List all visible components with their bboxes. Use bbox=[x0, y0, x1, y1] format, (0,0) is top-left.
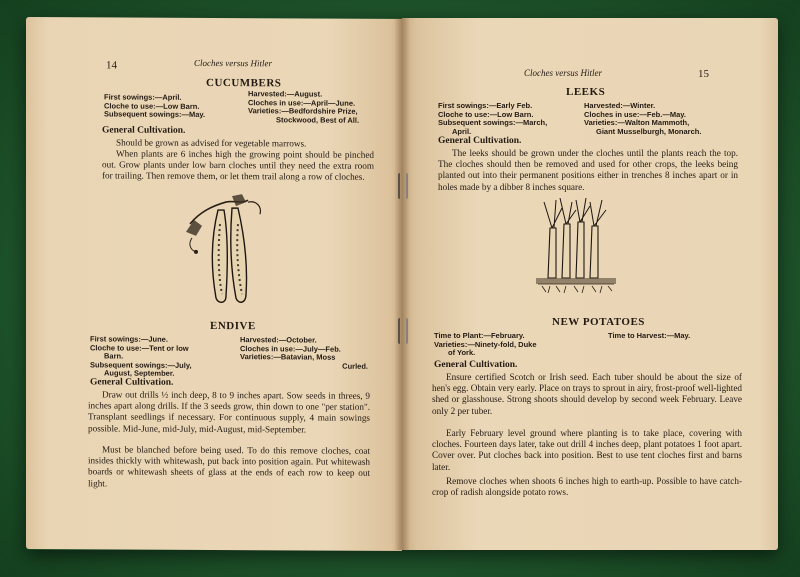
left-page bbox=[26, 17, 402, 551]
cucumbers-harvest-info bbox=[248, 90, 376, 125]
book-gutter bbox=[394, 18, 410, 550]
section-title-new-potatoes: NEW POTATOES bbox=[552, 316, 645, 328]
time-to-harvest: Time to Harvest:—May. bbox=[608, 331, 691, 340]
potatoes-paragraph-1: Ensure certified Scotch or Irish seed. Each tuber should be about the size of hen's egg. Obtain very early. Place on trays to sprout in airy, frost-proof well-lighted shed or glasshouse. Strong shoots should develop by second week February. Leave only 2 per tuber. bbox=[432, 372, 742, 416]
cloche-to-use: Cloche to use:—Low Barn. bbox=[104, 101, 200, 111]
endive-harvest-info bbox=[240, 336, 380, 371]
first-sowings: First sowings:—April. bbox=[104, 92, 182, 102]
leeks-sowing-info bbox=[438, 102, 586, 136]
cucumber-illustration bbox=[182, 194, 272, 306]
varieties: Varieties:—Walton Mammoth, bbox=[584, 118, 690, 128]
subsequent-sowings: Subsequent sowings:—July, bbox=[90, 360, 192, 370]
cloche-to-use: Cloche to use:—Low Barn. bbox=[438, 109, 534, 119]
staple-top bbox=[398, 173, 408, 199]
cloches-in-use: Cloches in use:—April—June. bbox=[248, 97, 356, 108]
cloches-in-use: Cloches in use:—Feb.—May. bbox=[584, 109, 686, 119]
subsequent-sowings-continued: April. bbox=[452, 126, 472, 136]
cucumbers-paragraph-1: Should be grown as advised for vegetable marrows. bbox=[116, 137, 307, 149]
section-title-endive: ENDIVE bbox=[210, 319, 256, 333]
page-number: 15 bbox=[698, 68, 709, 80]
leeks-harvest-info bbox=[584, 102, 724, 136]
running-head: Cloches versus Hitler bbox=[524, 68, 602, 78]
leeks-paragraph-1: The leeks should be grown under the cloches until the plants reach the top. The cloches should then be removed and used for other crops, the leeks being planted out into their permanent positions either in trenches 8 inches apart or in holes made by a dibber 8 inches square. bbox=[438, 148, 738, 192]
endive-sowing-info bbox=[90, 335, 240, 379]
general-cultivation-heading: General Cultivation. bbox=[102, 125, 186, 136]
staple-bottom bbox=[398, 318, 408, 344]
cloche-to-use: Cloche to use:—Tent or low bbox=[90, 342, 189, 353]
running-head: Cloches versus Hitler bbox=[194, 57, 272, 69]
open-booklet bbox=[26, 18, 778, 550]
general-cultivation-heading: General Cultivation. bbox=[438, 136, 522, 146]
varieties: Varieties:—Batavian, Moss bbox=[240, 352, 336, 362]
right-page bbox=[402, 18, 778, 550]
endive-paragraph-1: Draw out drills ½ inch deep, 8 to 9 inches apart. Sow seeds in threes, 9 inches apart along drills. If the 3 seeds grow, thin down to one "per station". Transplant seedlings if necessary. For continuous supply, 4 main sowings possible. Mid-June, mid-July, mid-August, mid-September. bbox=[88, 389, 370, 435]
first-sowings: First sowings:—June. bbox=[90, 334, 168, 344]
subsequent-sowings: Subsequent sowings:—May. bbox=[104, 109, 206, 120]
subsequent-sowings-continued: August, September. bbox=[104, 368, 175, 379]
varieties-continued: of York. bbox=[448, 348, 476, 358]
harvested: Harvested:—August. bbox=[248, 89, 323, 99]
potatoes-harvest-info bbox=[608, 332, 728, 341]
cucumbers-paragraph-2: When plants are 6 inches high the growing point should be pinched out. Grow plants under low barn cloches until they need the extra room for trailing. Then remove them, or let them trail along a row of cloches. bbox=[102, 148, 374, 183]
subsequent-sowings: Subsequent sowings:—March, bbox=[438, 118, 548, 128]
general-cultivation-heading: General Cultivation. bbox=[90, 377, 174, 388]
varieties: Varieties:—Ninety-fold, Duke bbox=[434, 339, 537, 349]
endive-paragraph-2: Must be blanched before being used. To do this remove cloches, coat insides thickly with whitewash, put back into position again. Put whitewash boards or whitewash sheets of glass at the ends of each row to keep out light. bbox=[88, 444, 370, 489]
potatoes-paragraph-3: Remove cloches when shoots 6 inches high to earth-up. Possible to have catch-crop of radish alongside potato rows. bbox=[432, 476, 742, 498]
varieties-continued: Stockwood, Best of All. bbox=[276, 115, 360, 125]
cloches-in-use: Cloches in use:—July—Feb. bbox=[240, 343, 341, 354]
leek-illustration bbox=[536, 198, 616, 294]
potatoes-planting-info bbox=[434, 332, 584, 358]
general-cultivation-heading: General Cultivation. bbox=[434, 360, 518, 370]
cloche-to-use-continued: Barn. bbox=[104, 351, 124, 361]
first-sowings: First sowings:—Early Feb. bbox=[438, 101, 533, 110]
time-to-plant: Time to Plant:—February. bbox=[434, 331, 525, 340]
section-title-cucumbers: CUCUMBERS bbox=[206, 76, 282, 90]
harvested: Harvested:—Winter. bbox=[584, 101, 656, 110]
varieties-continued: Giant Musselburgh, Monarch. bbox=[596, 126, 702, 136]
potatoes-paragraph-2: Early February level ground where planting is to take place, covering with cloches. Fourteen days later, take out drill 4 inches deep, plant potatoes 1 foot apart. Cover over. Put cloches back into position. Best to use tent cloches first and barns later. bbox=[432, 428, 742, 472]
section-title-leeks: LEEKS bbox=[566, 86, 606, 98]
harvested: Harvested:—October. bbox=[240, 335, 317, 345]
page-number: 14 bbox=[106, 59, 117, 72]
cucumbers-sowing-info bbox=[104, 93, 244, 120]
varieties-continued: Curled. bbox=[342, 361, 368, 371]
varieties: Varieties:—Bedfordshire Prize, bbox=[248, 106, 358, 116]
